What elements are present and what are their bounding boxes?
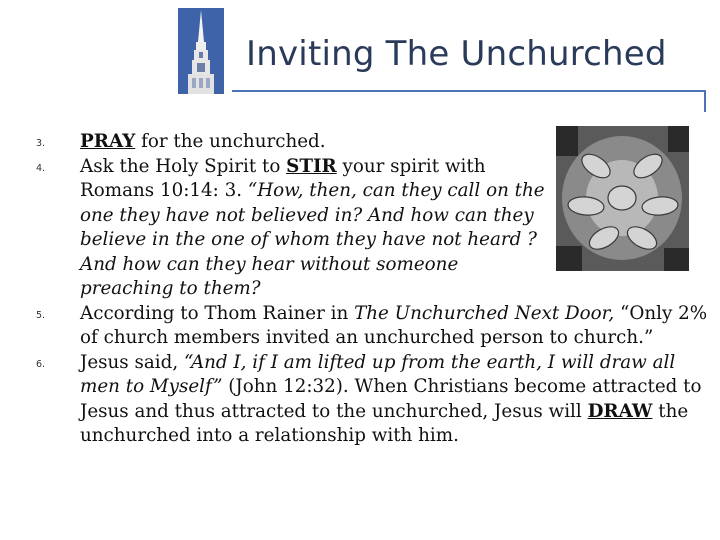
title-divider xyxy=(232,90,704,92)
emphasis-stir: STIR xyxy=(286,155,337,177)
list-item xyxy=(36,130,550,155)
title-divider-corner xyxy=(704,90,706,112)
list-text: According to Thom Rainer in xyxy=(80,302,355,324)
bullet-list xyxy=(36,130,716,449)
list-text: Ask the Holy Spirit to xyxy=(80,155,287,177)
emphasis-draw: DRAW xyxy=(587,400,653,422)
list-item xyxy=(36,302,716,351)
page-title: Inviting The Unchurched xyxy=(246,34,667,74)
church-steeple-icon xyxy=(178,8,224,94)
list-item xyxy=(36,155,550,302)
list-text: “Only 2% of church members invited an unchurched person to church.” xyxy=(80,302,708,348)
list-text: your spirit with Romans 10:14: 3. xyxy=(80,155,486,201)
list-number: 6. xyxy=(36,358,46,370)
book-title: The Unchurched Next Door, xyxy=(354,302,615,324)
list-number: 5. xyxy=(36,309,46,321)
scripture-quote: “And I, if I am lifted up from the earth, I will draw all men to Myself” xyxy=(80,351,676,397)
list-text: Jesus said, xyxy=(80,351,184,373)
scripture-quote: “How, then, can they call on the one they have not believed in? And how can they believe in the one of whom they have not heard ? And how can they hear without someone preaching to them? xyxy=(80,180,545,299)
list-number: 4. xyxy=(36,162,46,174)
list-text: (John 12:32). When Christians become attracted to Jesus and thus attracted to the unchurched, Jesus will xyxy=(80,376,702,422)
list-number: 3. xyxy=(36,138,46,149)
list-text: the unchurched into a relationship with him. xyxy=(80,400,689,446)
list-item xyxy=(36,351,716,449)
list-text: for the unchurched. xyxy=(135,131,326,152)
emphasis-pray: PRAY xyxy=(80,131,136,152)
